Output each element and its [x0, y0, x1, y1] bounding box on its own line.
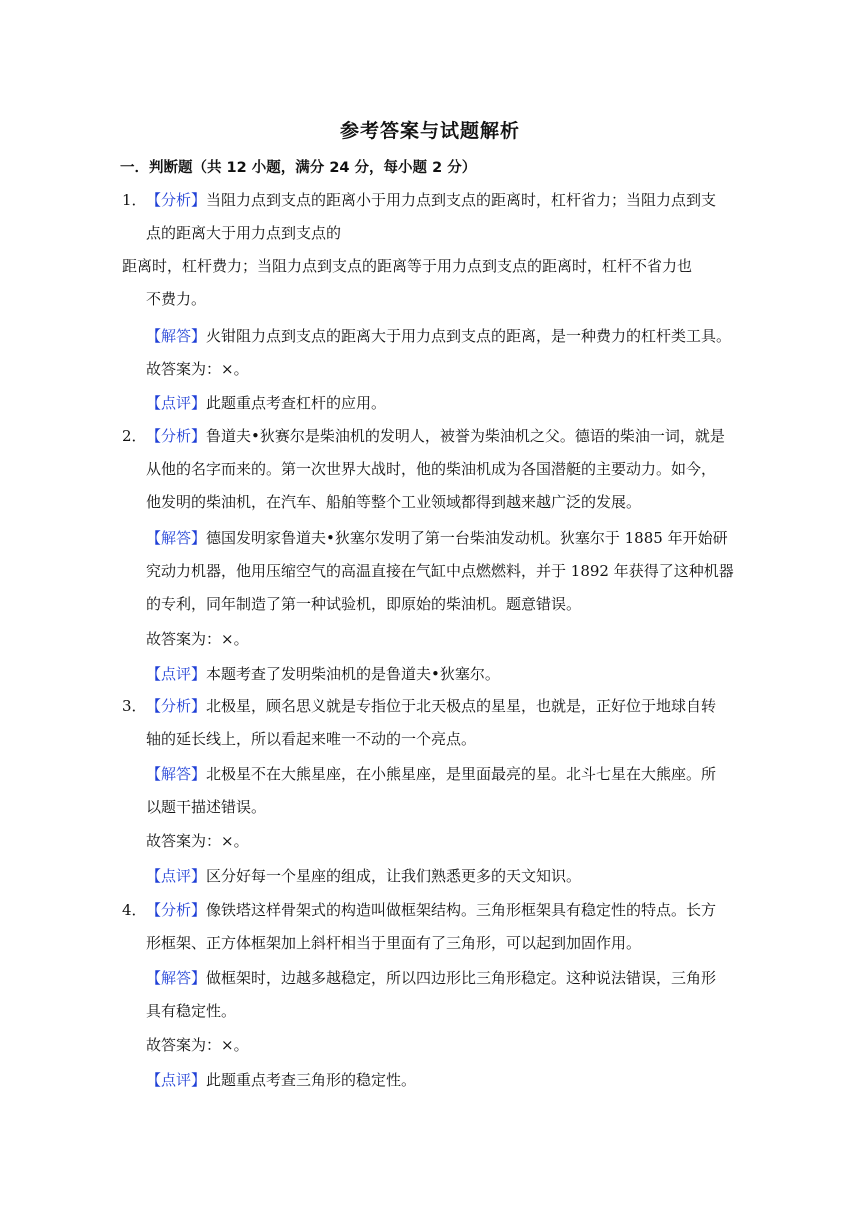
comment-tag: 【点评】: [146, 394, 207, 412]
comment-line: 【点评】区分好每一个星座的组成，让我们熟悉更多的天文知识。: [146, 867, 582, 885]
question-number: 2．: [122, 427, 147, 445]
analysis-line: 轴的延长线上，所以看起来唯一不动的一个亮点。: [146, 730, 477, 748]
conclusion: 故答案为：×。: [146, 832, 249, 850]
answer-line: 【解答】德国发明家鲁道夫•狄塞尔发明了第一台柴油发动机。狄塞尔于 1885 年开始研: [146, 529, 728, 547]
conclusion: 故答案为：×。: [146, 1036, 249, 1054]
comment-line: 【点评】本题考查了发明柴油机的是鲁道夫•狄塞尔。: [146, 665, 500, 683]
comment-tag: 【点评】: [146, 665, 207, 683]
analysis-line: 点的距离大于用力点到支点的: [146, 224, 342, 242]
answer-line: 具有稳定性。: [146, 1002, 237, 1020]
comment-tag: 【点评】: [146, 867, 207, 885]
comment-tag: 【点评】: [146, 1071, 207, 1089]
analysis-line: 【分析】北极星，顾名思义就是专指位于北天极点的星星，也就是，正好位于地球自转: [146, 697, 717, 715]
analysis-line: 从他的名字而来的。第一次世界大战时，他的柴油机成为各国潜艇的主要动力。如今，: [146, 460, 717, 478]
analysis-tag: 【分析】: [146, 427, 207, 445]
analysis-line: 形框架、正方体框架加上斜杆相当于里面有了三角形，可以起到加固作用。: [146, 934, 642, 952]
question-number: 4．: [122, 901, 147, 919]
answer-line: 【解答】做框架时，边越多越稳定，所以四边形比三角形稳定。这种说法错误，三角形: [146, 969, 717, 987]
answer-line: 究动力机器，他用压缩空气的高温直接在气缸中点燃燃料，并于 1892 年获得了这种机器: [146, 562, 734, 580]
answer-line: 的专利，同年制造了第一种试验机，即原始的柴油机。题意错误。: [146, 595, 582, 613]
answer-tag: 【解答】: [146, 327, 207, 345]
section-heading: 一．判断题（共 12 小题，满分 24 分，每小题 2 分）: [120, 160, 477, 176]
conclusion: 故答案为：×。: [146, 630, 249, 648]
comment-line: 【点评】此题重点考查杠杆的应用。: [146, 394, 387, 412]
answer-tag: 【解答】: [146, 529, 207, 547]
conclusion: 故答案为：×。: [146, 360, 249, 378]
question-number: 1．: [122, 191, 147, 209]
answer-line: 【解答】北极星不在大熊星座，在小熊星座，是里面最亮的星。北斗七星在大熊座。所: [146, 765, 717, 783]
answer-tag: 【解答】: [146, 765, 207, 783]
answer-line: 以题干描述错误。: [146, 798, 267, 816]
analysis-tag: 【分析】: [146, 697, 207, 715]
analysis-line: 【分析】像铁塔这样骨架式的构造叫做框架结构。三角形框架具有稳定性的特点。长方: [146, 901, 717, 919]
comment-line: 【点评】此题重点考查三角形的稳定性。: [146, 1071, 417, 1089]
analysis-line: 距离时，杠杆费力；当阻力点到支点的距离等于用力点到支点的距离时，杠杆不省力也: [122, 257, 693, 275]
answer-tag: 【解答】: [146, 969, 207, 987]
answer-line: 【解答】火钳阻力点到支点的距离大于用力点到支点的距离，是一种费力的杠杆类工具。: [146, 327, 732, 345]
analysis-line: 【分析】鲁道夫•狄赛尔是柴油机的发明人，被誉为柴油机之父。德语的柴油一词，就是: [146, 427, 725, 445]
analysis-line: 【分析】当阻力点到支点的距离小于用力点到支点的距离时，杠杆省力；当阻力点到支: [146, 191, 717, 209]
analysis-tag: 【分析】: [146, 191, 207, 209]
question-number: 3．: [122, 697, 147, 715]
analysis-line: 他发明的柴油机，在汽车、船舶等整个工业领域都得到越来越广泛的发展。: [146, 493, 642, 511]
analysis-line: 不费力。: [146, 290, 207, 308]
page-title: 参考答案与试题解析: [339, 120, 520, 142]
analysis-tag: 【分析】: [146, 901, 207, 919]
